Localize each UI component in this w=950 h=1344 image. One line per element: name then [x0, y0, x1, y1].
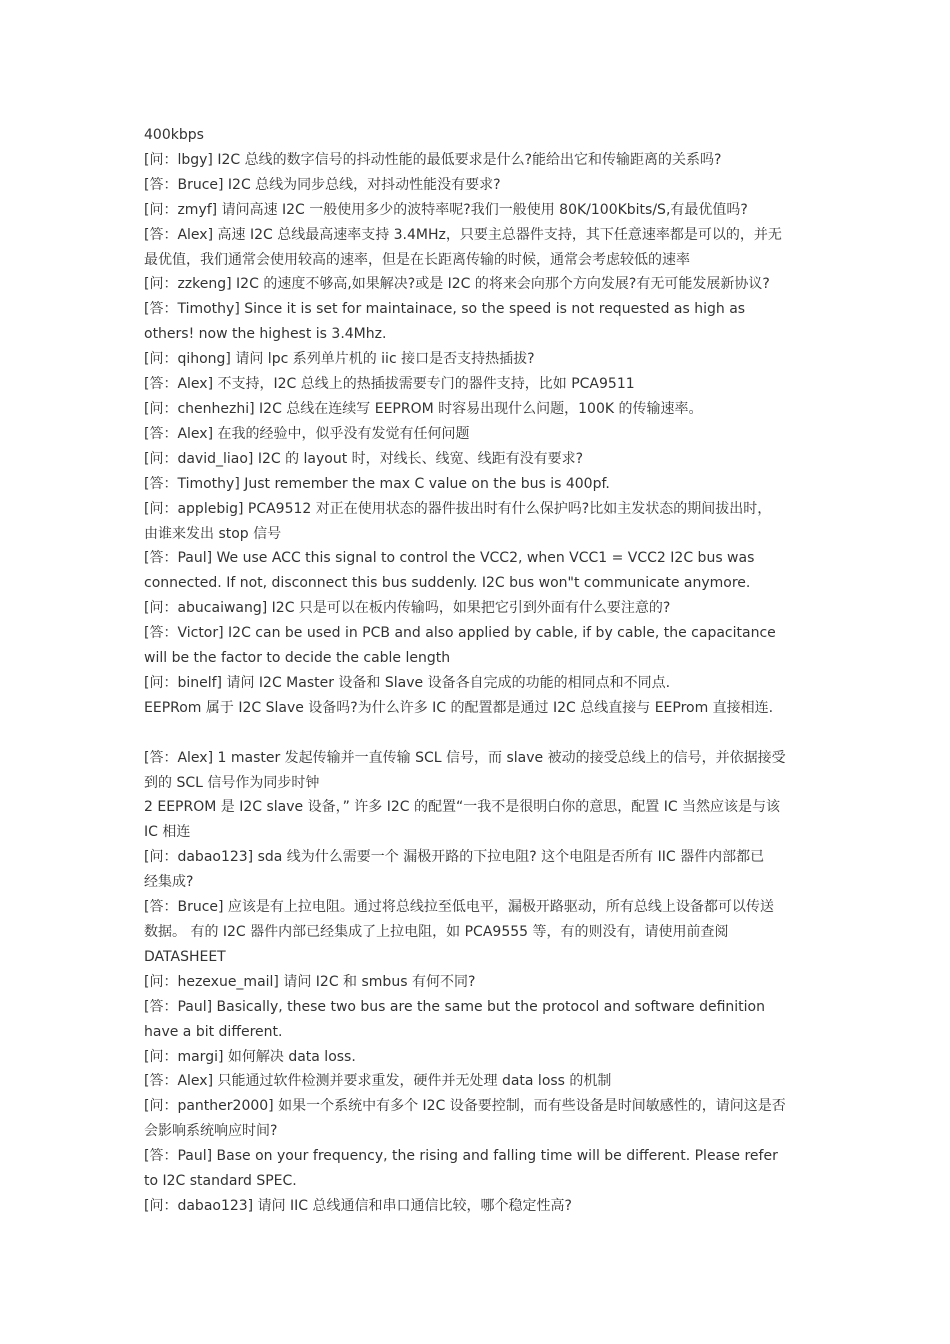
text-line: 数据。 有的 I2C 器件内部已经集成了上拉电阻，如 PCA9555 等，有的则没有，请使用前查阅	[144, 923, 729, 940]
text-line: 2 EEPROM 是 I2C slave 设备，” 许多 I2C 的配置“一我不是很明白你的意思，配置 IC 当然应该是与该	[144, 799, 781, 816]
qa-answer: [答：Victor] I2C can be used in PCB and also applied by cable, if by cable, the capacitance	[144, 625, 776, 642]
text-line: will be the factor to decide the cable length	[144, 650, 451, 667]
qa-answer: [答：Alex] 在我的经验中，似乎没有发觉有任何问题	[144, 425, 470, 442]
text-line: 经集成?	[144, 874, 194, 891]
qa-question: [问：hezexue_mail] 请问 I2C 和 smbus 有何不同?	[144, 973, 476, 990]
qa-question: [问：margi] 如何解决 data loss.	[144, 1048, 356, 1065]
text-line: IC 相连	[144, 824, 191, 841]
qa-question: [问：abucaiwang] I2C 只是可以在板内传输吗，如果把它引到外面有什么要注意的?	[144, 600, 671, 617]
qa-answer: [答：Paul] Basically, these two bus are the same but the protocol and software definition	[144, 998, 765, 1015]
qa-question: [问：zmyf] 请问高速 I2C 一般使用多少的波特率呢?我们一般使用 80K/100Kbits/S,有最优值吗?	[144, 201, 748, 218]
qa-answer: [答：Timothy] Just remember the max C value on the bus is 400pf.	[144, 475, 610, 492]
text-line: 到的 SCL 信号作为同步时钟	[144, 774, 320, 791]
qa-answer: [答：Paul] We use ACC this signal to control the VCC2, when VCC1 = VCC2 I2C bus was	[144, 550, 755, 567]
qa-question: [问：binelf] 请问 I2C Master 设备和 Slave 设备各自完成的功能的相同点和不同点.	[144, 674, 671, 691]
qa-question: [问：lbgy] I2C 总线的数字信号的抖动性能的最低要求是什么?能给出它和传输距离的关系吗?	[144, 151, 722, 168]
document-page	[144, 123, 806, 1219]
qa-question: [问：zzkeng] I2C 的速度不够高,如果解决?或是 I2C 的将来会向那个方向发展?有无可能发展新协议?	[144, 276, 770, 293]
qa-answer: [答：Bruce] I2C 总线为同步总线，对抖动性能没有要求?	[144, 176, 501, 193]
text-line: 400kbps	[144, 127, 204, 143]
text-line: 由谁来发出 stop 信号	[144, 525, 282, 542]
text-line: to I2C standard SPEC.	[144, 1173, 297, 1190]
text-line: EEPRom 属于 I2C Slave 设备吗?为什么许多 IC 的配置都是通过 I2C 总线直接与 EEProm 直接相连.	[144, 699, 774, 716]
text-line: connected. If not, disconnect this bus suddenly. I2C bus won"t communicate anymore.	[144, 575, 751, 592]
qa-question: [问：chenhezhi] I2C 总线在连续写 EEPROM 时容易出现什么问题，100K 的传输速率。	[144, 400, 703, 417]
qa-answer: [答：Alex] 只能通过软件检测并要求重发，硬件并无处理 data loss 的机制	[144, 1073, 612, 1090]
qa-answer: [答：Timothy] Since it is set for maintainace, so the speed is not requested as high as	[144, 301, 746, 318]
text-line: others! now the highest is 3.4Mhz.	[144, 326, 387, 343]
qa-question: [问：qihong] 请问 lpc 系列单片机的 iic 接口是否支持热插拔?	[144, 351, 535, 368]
qa-question: [问：panther2000] 如果一个系统中有多个 I2C 设备要控制，而有些设备是时间敏感性的，请问这是否	[144, 1098, 786, 1115]
text-line: 会影响系统响应时间?	[144, 1123, 278, 1140]
qa-answer: [答：Alex] 不支持，I2C 总线上的热插拔需要专门的器件支持，比如 PCA9511	[144, 376, 635, 393]
qa-answer: [答：Paul] Base on your frequency, the rising and falling time will be different. Please refer	[144, 1148, 778, 1165]
qa-question: [问：dabao123] 请问 IIC 总线通信和串口通信比较，哪个稳定性高?	[144, 1197, 572, 1214]
text-line: 最优值，我们通常会使用较高的速率，但是在长距离传输的时候，通常会考虑较低的速率	[144, 251, 690, 268]
blank-line	[144, 721, 806, 746]
qa-answer: [答：Alex] 1 master 发起传输并一直传输 SCL 信号，而 slave 被动的接受总线上的信号，并依据接受	[144, 749, 786, 766]
text-line: have a bit different.	[144, 1023, 283, 1040]
qa-answer: [答：Alex] 高速 I2C 总线最高速率支持 3.4MHz，只要主总器件支持，其下任意速率都是可以的，并无	[144, 226, 782, 243]
qa-question: [问：david_liao] I2C 的 layout 时，对线长、线宽、线距有没有要求?	[144, 450, 584, 467]
qa-question: [问：applebig] PCA9512 对正在使用状态的器件拔出时有什么保护吗?比如主发状态的期间拔出时，	[144, 500, 772, 517]
qa-answer: [答：Bruce] 应该是有上拉电阻。通过将总线拉至低电平，漏极开路驱动，所有总线上设备都可以传送	[144, 899, 774, 916]
text-line: DATASHEET	[144, 948, 226, 965]
qa-question: [问：dabao123] sda 线为什么需要一个 漏极开路的下拉电阻? 这个电阻是否所有 IIC 器件内部都已	[144, 849, 765, 866]
